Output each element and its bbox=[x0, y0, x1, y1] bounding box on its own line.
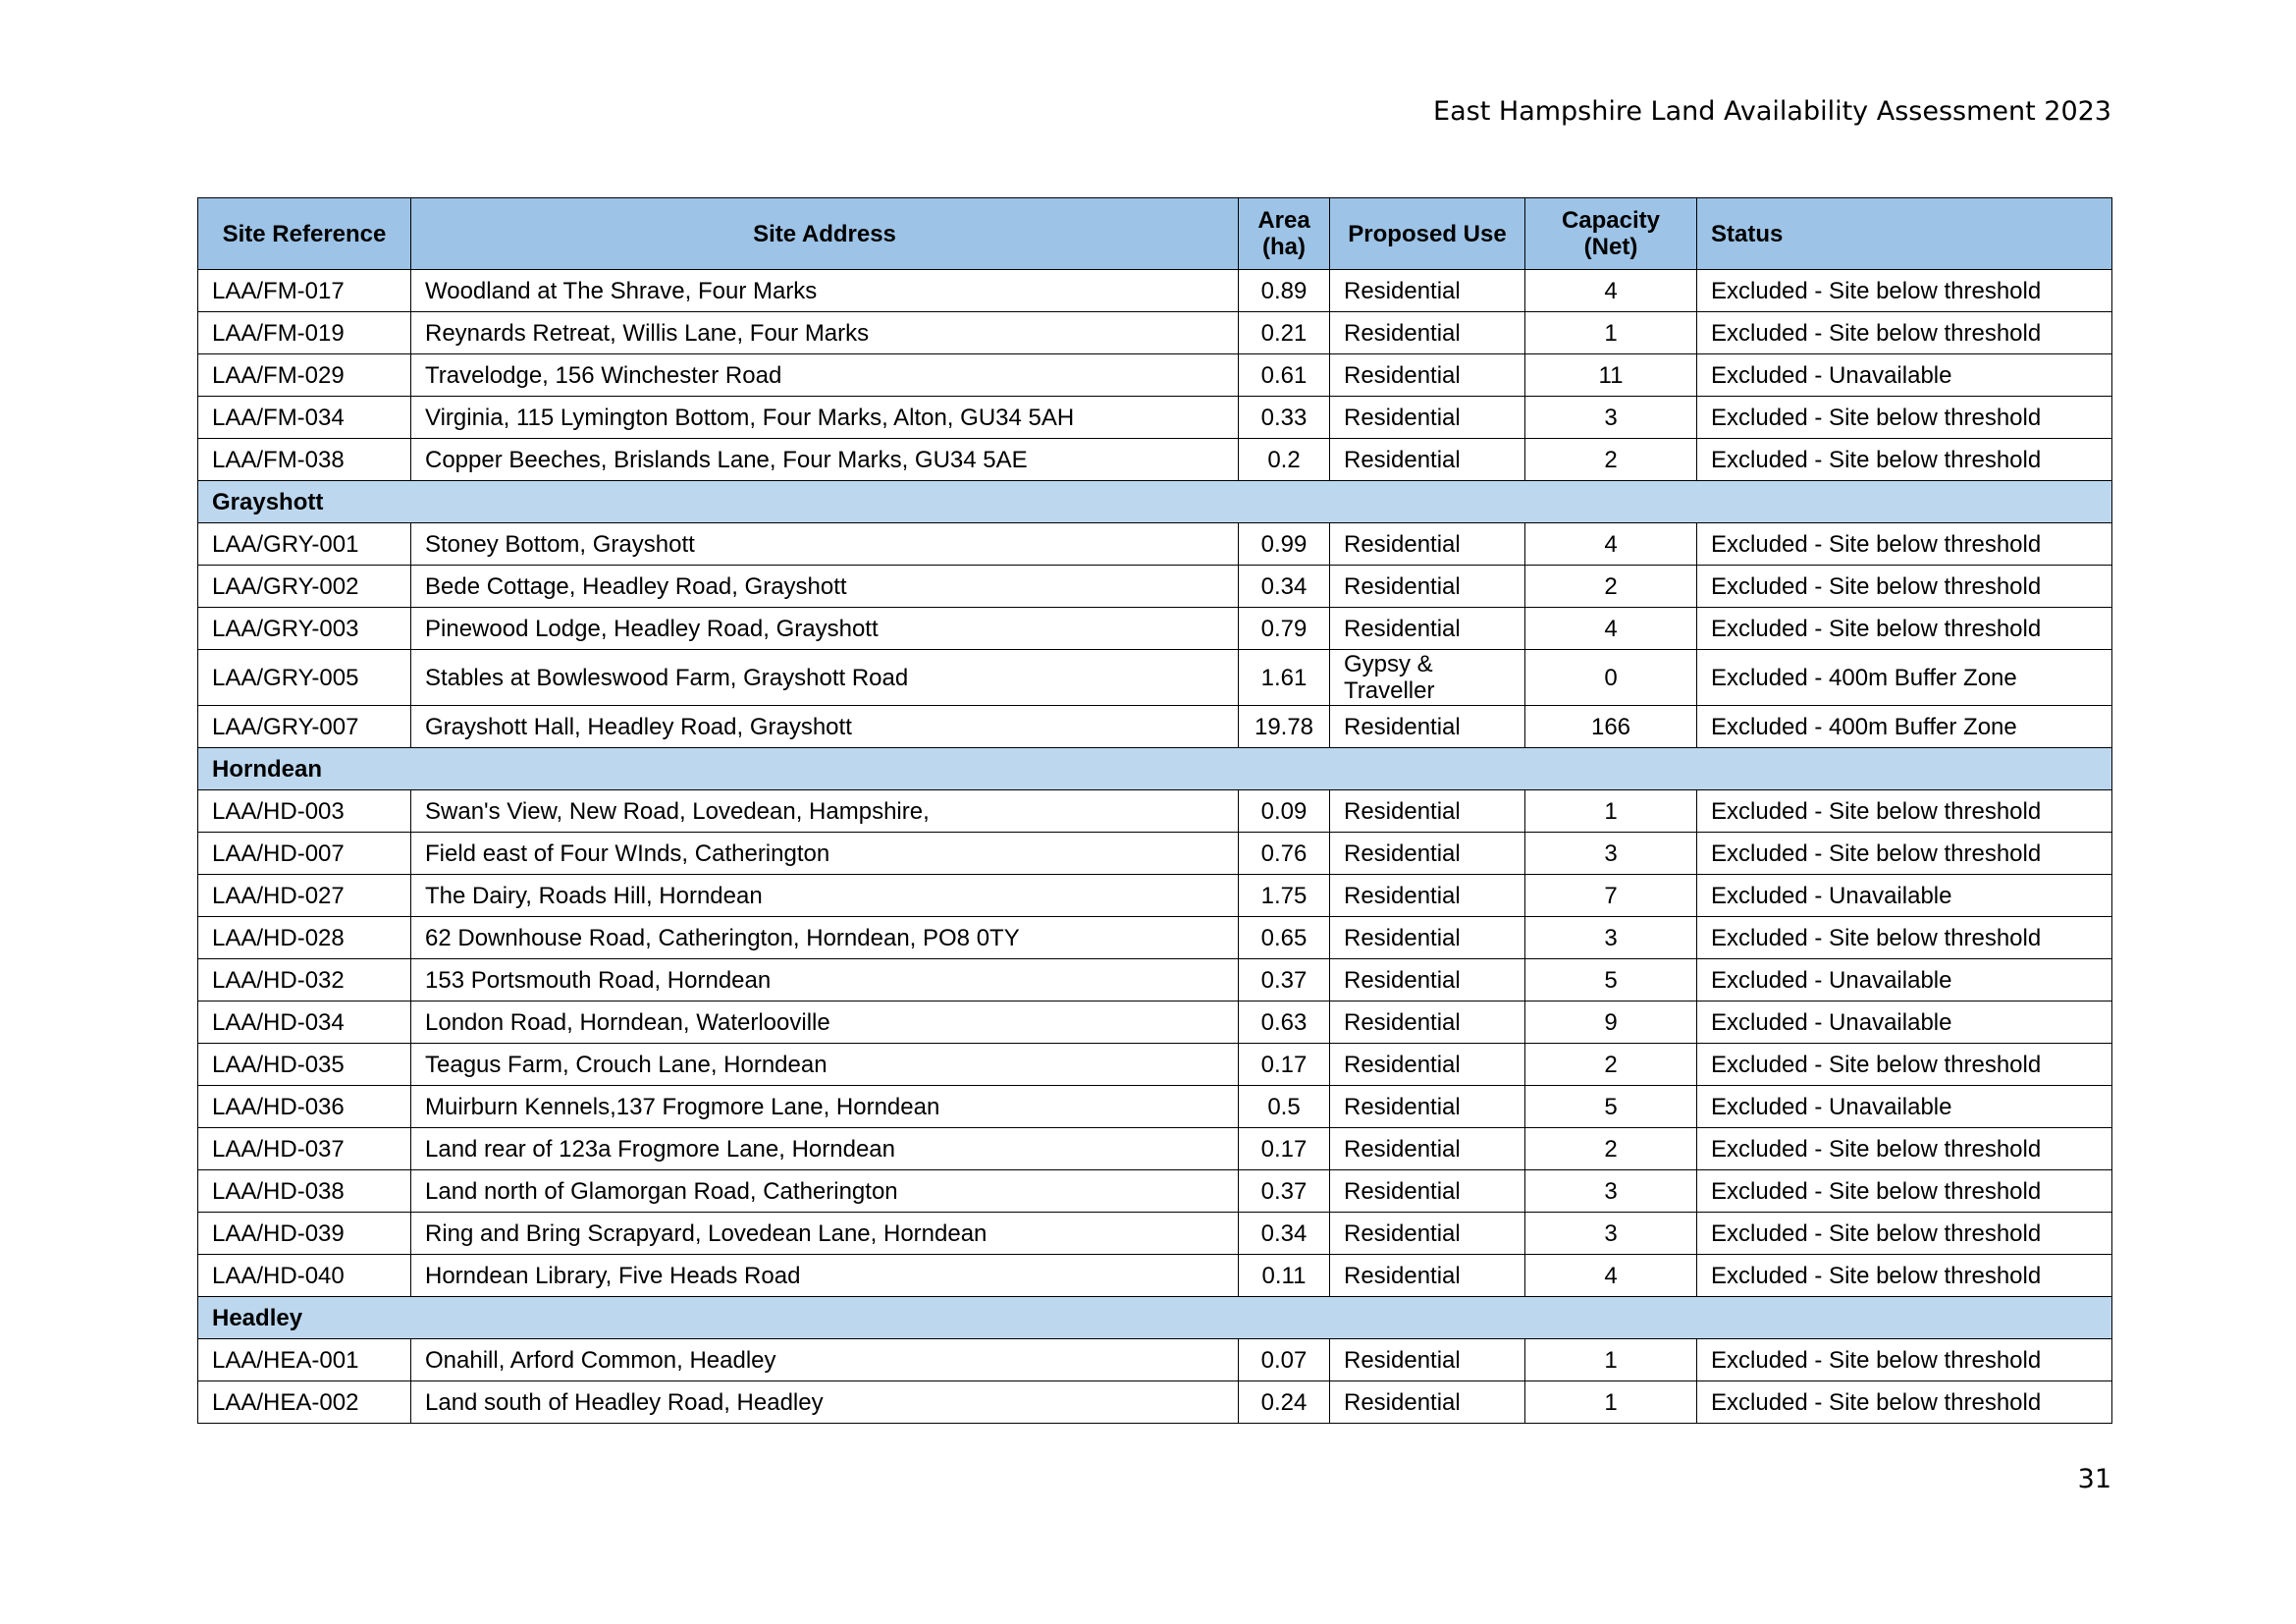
cell-site-reference: LAA/HEA-002 bbox=[198, 1381, 411, 1424]
cell-status: Excluded - Site below threshold bbox=[1697, 1213, 2112, 1255]
cell-site-address: Teagus Farm, Crouch Lane, Horndean bbox=[411, 1044, 1239, 1086]
cell-site-reference: LAA/GRY-003 bbox=[198, 608, 411, 650]
cell-proposed-use: Gypsy & Traveller bbox=[1330, 650, 1525, 706]
cell-area: 0.17 bbox=[1239, 1044, 1330, 1086]
cell-area: 0.63 bbox=[1239, 1001, 1330, 1044]
cell-site-reference: LAA/GRY-005 bbox=[198, 650, 411, 706]
cell-area: 0.34 bbox=[1239, 566, 1330, 608]
cell-site-reference: LAA/FM-019 bbox=[198, 312, 411, 354]
table-row bbox=[198, 1339, 2112, 1381]
cell-area: 0.2 bbox=[1239, 439, 1330, 481]
table-row bbox=[198, 959, 2112, 1001]
cell-proposed-use: Residential bbox=[1330, 1044, 1525, 1086]
column-header-area: Area (ha) bbox=[1239, 198, 1330, 270]
cell-proposed-use: Residential bbox=[1330, 1381, 1525, 1424]
column-header-status: Status bbox=[1697, 198, 2112, 270]
table-row bbox=[198, 397, 2112, 439]
cell-site-reference: LAA/GRY-007 bbox=[198, 706, 411, 748]
cell-capacity: 3 bbox=[1525, 1213, 1697, 1255]
cell-status: Excluded - Site below threshold bbox=[1697, 1128, 2112, 1170]
cell-site-reference: LAA/HD-037 bbox=[198, 1128, 411, 1170]
cell-site-address: Swan's View, New Road, Lovedean, Hampshire, bbox=[411, 790, 1239, 833]
table-row bbox=[198, 790, 2112, 833]
cell-proposed-use: Residential bbox=[1330, 566, 1525, 608]
cell-capacity: 7 bbox=[1525, 875, 1697, 917]
cell-status: Excluded - 400m Buffer Zone bbox=[1697, 706, 2112, 748]
column-header-site-address: Site Address bbox=[411, 198, 1239, 270]
table-row bbox=[198, 875, 2112, 917]
table-row bbox=[198, 1213, 2112, 1255]
table-header-row bbox=[198, 198, 2112, 270]
cell-status: Excluded - Site below threshold bbox=[1697, 439, 2112, 481]
cell-area: 0.07 bbox=[1239, 1339, 1330, 1381]
cell-site-reference: LAA/HD-028 bbox=[198, 917, 411, 959]
cell-status: Excluded - Site below threshold bbox=[1697, 790, 2112, 833]
cell-site-address: London Road, Horndean, Waterlooville bbox=[411, 1001, 1239, 1044]
cell-capacity: 3 bbox=[1525, 397, 1697, 439]
cell-proposed-use: Residential bbox=[1330, 312, 1525, 354]
section-heading: Headley bbox=[198, 1297, 2112, 1339]
cell-capacity: 4 bbox=[1525, 270, 1697, 312]
cell-status: Excluded - Site below threshold bbox=[1697, 1170, 2112, 1213]
cell-capacity: 1 bbox=[1525, 1339, 1697, 1381]
cell-site-address: 62 Downhouse Road, Catherington, Horndean, PO8 0TY bbox=[411, 917, 1239, 959]
cell-proposed-use: Residential bbox=[1330, 959, 1525, 1001]
section-row bbox=[198, 748, 2112, 790]
cell-site-address: Pinewood Lodge, Headley Road, Grayshott bbox=[411, 608, 1239, 650]
cell-site-address: Horndean Library, Five Heads Road bbox=[411, 1255, 1239, 1297]
cell-status: Excluded - Unavailable bbox=[1697, 1086, 2112, 1128]
cell-capacity: 0 bbox=[1525, 650, 1697, 706]
cell-area: 0.37 bbox=[1239, 959, 1330, 1001]
cell-capacity: 2 bbox=[1525, 566, 1697, 608]
table-row bbox=[198, 270, 2112, 312]
cell-proposed-use: Residential bbox=[1330, 1339, 1525, 1381]
cell-capacity: 166 bbox=[1525, 706, 1697, 748]
table-row bbox=[198, 1381, 2112, 1424]
cell-area: 0.11 bbox=[1239, 1255, 1330, 1297]
cell-status: Excluded - Unavailable bbox=[1697, 875, 2112, 917]
cell-area: 1.75 bbox=[1239, 875, 1330, 917]
cell-proposed-use: Residential bbox=[1330, 917, 1525, 959]
cell-site-address: Grayshott Hall, Headley Road, Grayshott bbox=[411, 706, 1239, 748]
cell-status: Excluded - Site below threshold bbox=[1697, 1044, 2112, 1086]
cell-proposed-use: Residential bbox=[1330, 1170, 1525, 1213]
cell-status: Excluded - Unavailable bbox=[1697, 354, 2112, 397]
cell-capacity: 3 bbox=[1525, 917, 1697, 959]
cell-area: 0.24 bbox=[1239, 1381, 1330, 1424]
cell-proposed-use: Residential bbox=[1330, 1255, 1525, 1297]
cell-status: Excluded - Site below threshold bbox=[1697, 1255, 2112, 1297]
cell-site-reference: LAA/HEA-001 bbox=[198, 1339, 411, 1381]
table-row bbox=[198, 650, 2112, 706]
cell-proposed-use: Residential bbox=[1330, 833, 1525, 875]
cell-site-reference: LAA/HD-034 bbox=[198, 1001, 411, 1044]
cell-proposed-use: Residential bbox=[1330, 1213, 1525, 1255]
cell-site-reference: LAA/FM-038 bbox=[198, 439, 411, 481]
cell-area: 0.61 bbox=[1239, 354, 1330, 397]
cell-site-reference: LAA/GRY-002 bbox=[198, 566, 411, 608]
table-row bbox=[198, 1086, 2112, 1128]
cell-proposed-use: Residential bbox=[1330, 706, 1525, 748]
cell-site-reference: LAA/HD-003 bbox=[198, 790, 411, 833]
cell-site-reference: LAA/HD-040 bbox=[198, 1255, 411, 1297]
section-row bbox=[198, 1297, 2112, 1339]
cell-site-reference: LAA/FM-034 bbox=[198, 397, 411, 439]
cell-capacity: 2 bbox=[1525, 1044, 1697, 1086]
cell-site-address: Land south of Headley Road, Headley bbox=[411, 1381, 1239, 1424]
cell-proposed-use: Residential bbox=[1330, 439, 1525, 481]
cell-area: 0.21 bbox=[1239, 312, 1330, 354]
cell-proposed-use: Residential bbox=[1330, 1001, 1525, 1044]
section-heading: Grayshott bbox=[198, 481, 2112, 523]
cell-proposed-use: Residential bbox=[1330, 1086, 1525, 1128]
cell-site-address: Land rear of 123a Frogmore Lane, Horndean bbox=[411, 1128, 1239, 1170]
cell-area: 0.79 bbox=[1239, 608, 1330, 650]
cell-site-reference: LAA/HD-032 bbox=[198, 959, 411, 1001]
table-row bbox=[198, 1170, 2112, 1213]
cell-area: 0.99 bbox=[1239, 523, 1330, 566]
cell-status: Excluded - Site below threshold bbox=[1697, 1339, 2112, 1381]
cell-status: Excluded - Site below threshold bbox=[1697, 608, 2112, 650]
cell-status: Excluded - Site below threshold bbox=[1697, 1381, 2112, 1424]
cell-area: 19.78 bbox=[1239, 706, 1330, 748]
cell-site-reference: LAA/HD-039 bbox=[198, 1213, 411, 1255]
cell-site-address: The Dairy, Roads Hill, Horndean bbox=[411, 875, 1239, 917]
cell-status: Excluded - Site below threshold bbox=[1697, 917, 2112, 959]
cell-site-reference: LAA/HD-036 bbox=[198, 1086, 411, 1128]
table-row bbox=[198, 1001, 2112, 1044]
cell-status: Excluded - Unavailable bbox=[1697, 1001, 2112, 1044]
table-row bbox=[198, 1255, 2112, 1297]
column-header-site-reference: Site Reference bbox=[198, 198, 411, 270]
cell-status: Excluded - Site below threshold bbox=[1697, 270, 2112, 312]
cell-area: 0.34 bbox=[1239, 1213, 1330, 1255]
document-header: East Hampshire Land Availability Assessment 2023 bbox=[1433, 96, 2111, 127]
cell-proposed-use: Residential bbox=[1330, 270, 1525, 312]
cell-capacity: 5 bbox=[1525, 1086, 1697, 1128]
cell-site-address: Stoney Bottom, Grayshott bbox=[411, 523, 1239, 566]
cell-site-address: Woodland at The Shrave, Four Marks bbox=[411, 270, 1239, 312]
page-number: 31 bbox=[2077, 1464, 2111, 1494]
cell-capacity: 4 bbox=[1525, 523, 1697, 566]
cell-site-reference: LAA/FM-029 bbox=[198, 354, 411, 397]
cell-status: Excluded - Site below threshold bbox=[1697, 312, 2112, 354]
cell-area: 0.09 bbox=[1239, 790, 1330, 833]
cell-status: Excluded - Site below threshold bbox=[1697, 566, 2112, 608]
cell-area: 0.5 bbox=[1239, 1086, 1330, 1128]
cell-area: 0.37 bbox=[1239, 1170, 1330, 1213]
column-header-capacity: Capacity (Net) bbox=[1525, 198, 1697, 270]
cell-capacity: 9 bbox=[1525, 1001, 1697, 1044]
table-body bbox=[198, 270, 2112, 1424]
table-row bbox=[198, 566, 2112, 608]
cell-site-address: Bede Cottage, Headley Road, Grayshott bbox=[411, 566, 1239, 608]
cell-status: Excluded - Site below threshold bbox=[1697, 833, 2112, 875]
table-row bbox=[198, 439, 2112, 481]
cell-status: Excluded - Site below threshold bbox=[1697, 397, 2112, 439]
cell-area: 1.61 bbox=[1239, 650, 1330, 706]
cell-site-address: Copper Beeches, Brislands Lane, Four Marks, GU34 5AE bbox=[411, 439, 1239, 481]
cell-site-address: Travelodge, 156 Winchester Road bbox=[411, 354, 1239, 397]
cell-proposed-use: Residential bbox=[1330, 875, 1525, 917]
cell-proposed-use: Residential bbox=[1330, 397, 1525, 439]
table-row bbox=[198, 312, 2112, 354]
cell-site-address: Virginia, 115 Lymington Bottom, Four Marks, Alton, GU34 5AH bbox=[411, 397, 1239, 439]
cell-capacity: 1 bbox=[1525, 312, 1697, 354]
cell-site-address: Reynards Retreat, Willis Lane, Four Marks bbox=[411, 312, 1239, 354]
cell-site-reference: LAA/GRY-001 bbox=[198, 523, 411, 566]
table-row bbox=[198, 706, 2112, 748]
table-row bbox=[198, 523, 2112, 566]
cell-capacity: 11 bbox=[1525, 354, 1697, 397]
cell-site-address: Ring and Bring Scrapyard, Lovedean Lane, Horndean bbox=[411, 1213, 1239, 1255]
cell-capacity: 5 bbox=[1525, 959, 1697, 1001]
cell-site-address: 153 Portsmouth Road, Horndean bbox=[411, 959, 1239, 1001]
cell-status: Excluded - 400m Buffer Zone bbox=[1697, 650, 2112, 706]
cell-area: 0.33 bbox=[1239, 397, 1330, 439]
cell-capacity: 3 bbox=[1525, 1170, 1697, 1213]
section-heading: Horndean bbox=[198, 748, 2112, 790]
cell-site-address: Onahill, Arford Common, Headley bbox=[411, 1339, 1239, 1381]
cell-status: Excluded - Site below threshold bbox=[1697, 523, 2112, 566]
column-header-proposed-use: Proposed Use bbox=[1330, 198, 1525, 270]
cell-site-address: Field east of Four WInds, Catherington bbox=[411, 833, 1239, 875]
cell-site-address: Stables at Bowleswood Farm, Grayshott Road bbox=[411, 650, 1239, 706]
cell-capacity: 2 bbox=[1525, 1128, 1697, 1170]
cell-capacity: 4 bbox=[1525, 608, 1697, 650]
cell-proposed-use: Residential bbox=[1330, 790, 1525, 833]
table-row bbox=[198, 1044, 2112, 1086]
cell-area: 0.65 bbox=[1239, 917, 1330, 959]
section-row bbox=[198, 481, 2112, 523]
cell-capacity: 3 bbox=[1525, 833, 1697, 875]
cell-capacity: 2 bbox=[1525, 439, 1697, 481]
cell-area: 0.89 bbox=[1239, 270, 1330, 312]
table-row bbox=[198, 354, 2112, 397]
cell-capacity: 1 bbox=[1525, 1381, 1697, 1424]
table-row bbox=[198, 917, 2112, 959]
table-row bbox=[198, 1128, 2112, 1170]
cell-area: 0.17 bbox=[1239, 1128, 1330, 1170]
cell-capacity: 1 bbox=[1525, 790, 1697, 833]
table-row bbox=[198, 608, 2112, 650]
cell-proposed-use: Residential bbox=[1330, 523, 1525, 566]
cell-site-address: Land north of Glamorgan Road, Catherington bbox=[411, 1170, 1239, 1213]
cell-proposed-use: Residential bbox=[1330, 608, 1525, 650]
cell-proposed-use: Residential bbox=[1330, 354, 1525, 397]
cell-site-reference: LAA/HD-027 bbox=[198, 875, 411, 917]
cell-proposed-use: Residential bbox=[1330, 1128, 1525, 1170]
cell-site-reference: LAA/FM-017 bbox=[198, 270, 411, 312]
cell-site-reference: LAA/HD-007 bbox=[198, 833, 411, 875]
cell-site-reference: LAA/HD-038 bbox=[198, 1170, 411, 1213]
cell-site-reference: LAA/HD-035 bbox=[198, 1044, 411, 1086]
table-row bbox=[198, 833, 2112, 875]
cell-area: 0.76 bbox=[1239, 833, 1330, 875]
cell-site-address: Muirburn Kennels,137 Frogmore Lane, Horndean bbox=[411, 1086, 1239, 1128]
sites-table bbox=[197, 197, 2112, 1424]
cell-capacity: 4 bbox=[1525, 1255, 1697, 1297]
cell-status: Excluded - Unavailable bbox=[1697, 959, 2112, 1001]
